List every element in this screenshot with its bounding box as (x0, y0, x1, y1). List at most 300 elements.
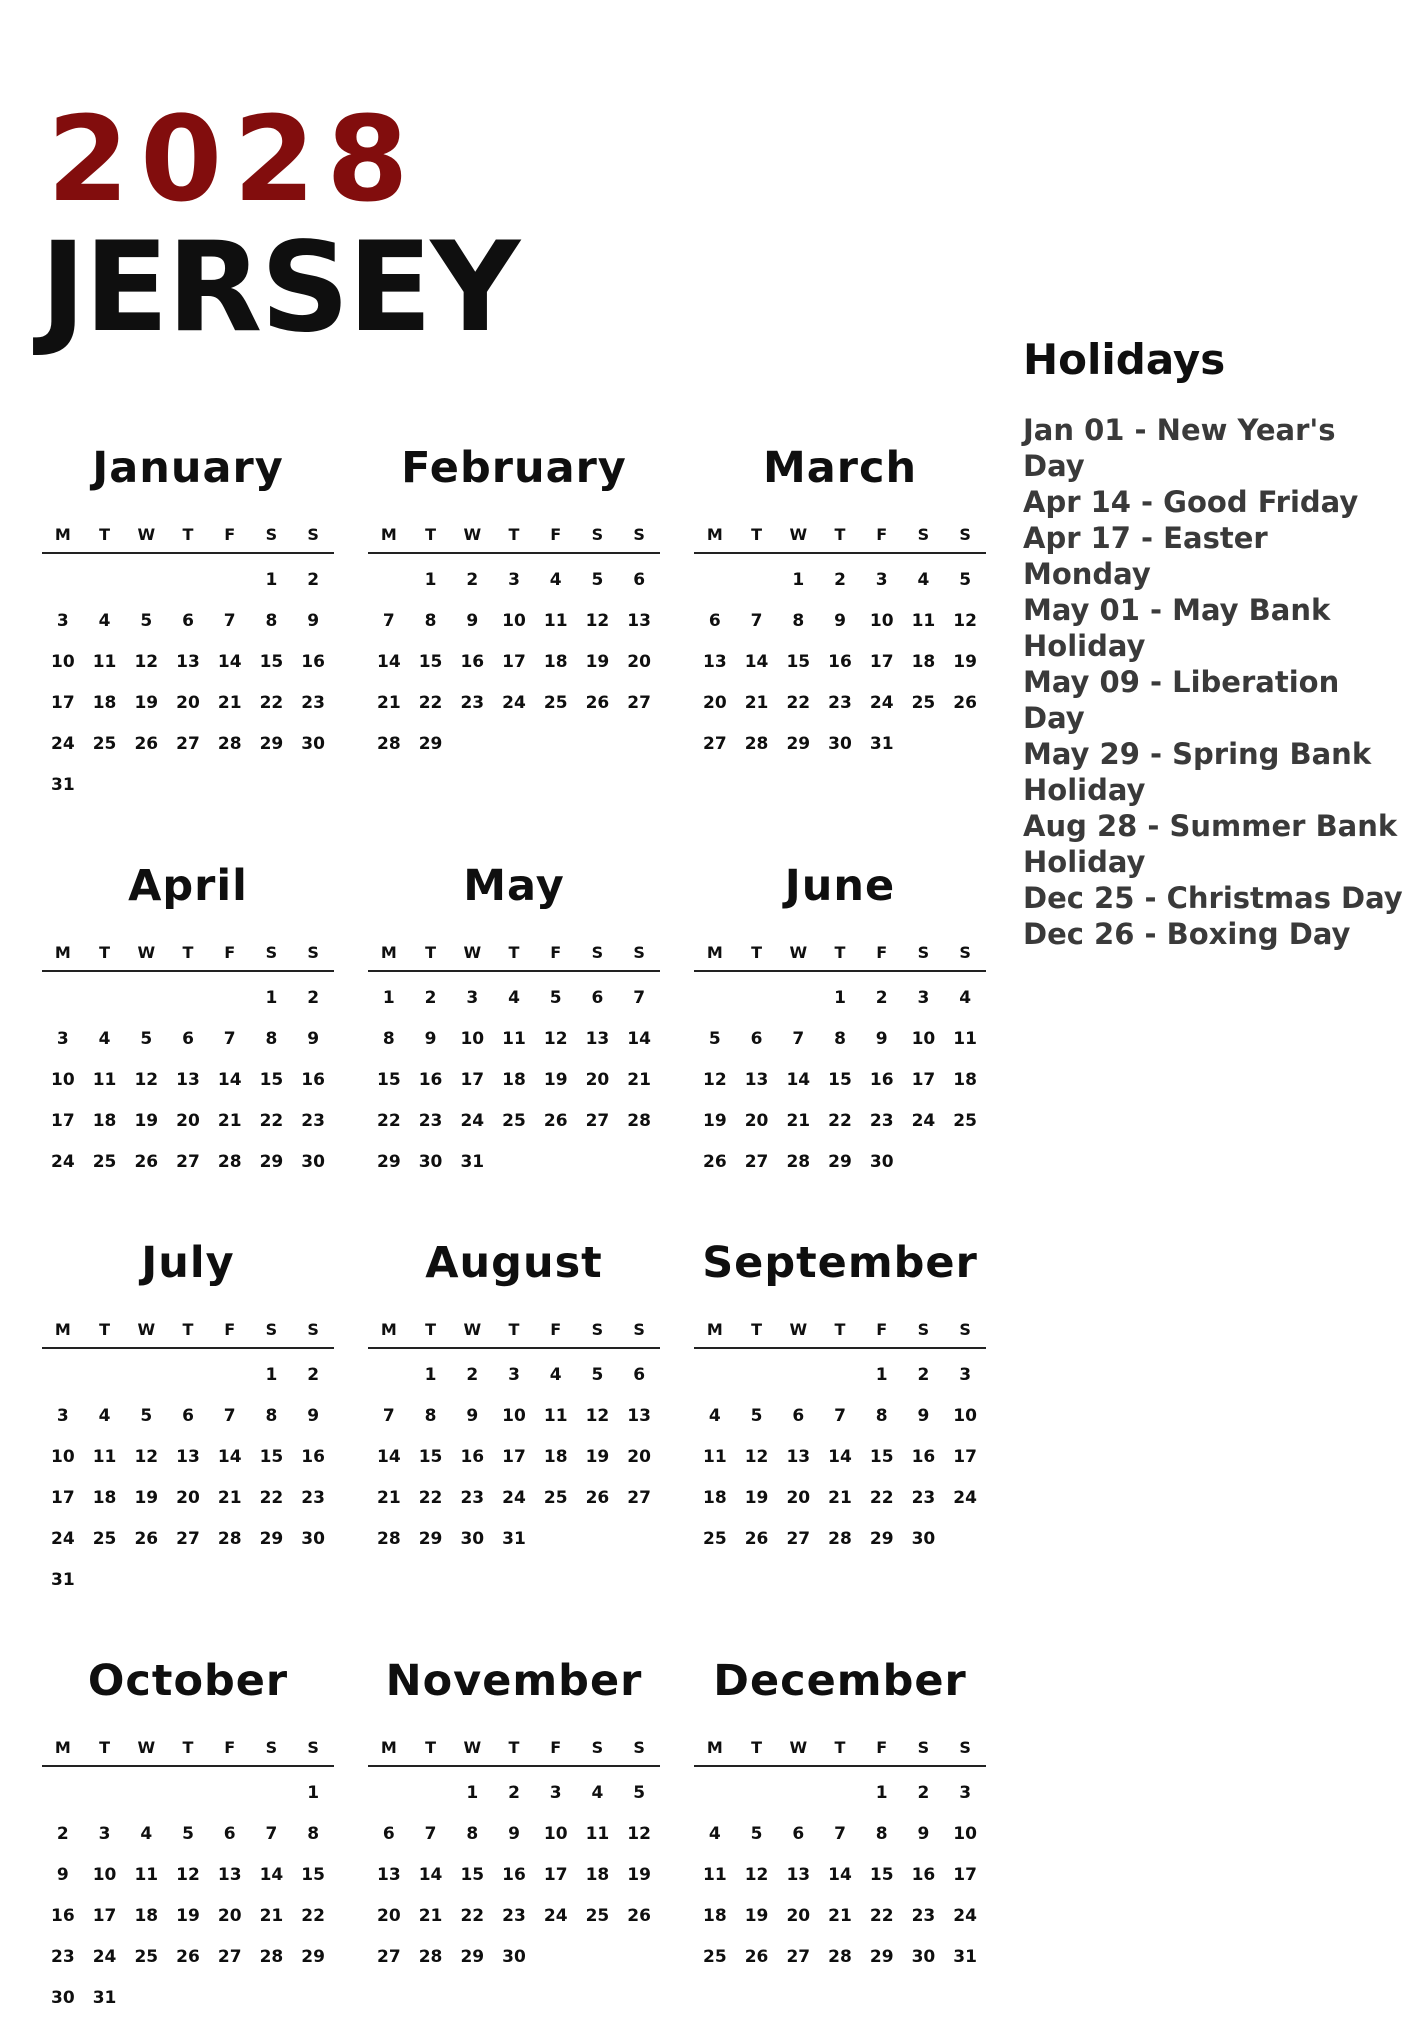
day-cell: 13 (217, 1865, 242, 1885)
day-cell: 16 (869, 1070, 894, 1090)
day-cell: 3 (466, 988, 479, 1008)
weekday-label: M (706, 525, 723, 544)
day-cell: 22 (828, 1111, 852, 1131)
day-cell: 5 (750, 1406, 763, 1426)
day-cell: 28 (786, 1152, 811, 1172)
day-cell: 1 (424, 570, 437, 590)
empty-day-cell (736, 560, 778, 601)
day-cell: 20 (703, 693, 727, 713)
week-row (368, 724, 660, 765)
weekday-label: S (591, 943, 604, 962)
day-cell: 18 (92, 1111, 117, 1131)
empty-day-cell (42, 560, 84, 601)
day-cell: 11 (502, 1029, 526, 1049)
day-cell: 17 (502, 652, 526, 672)
weekday-label: M (54, 943, 71, 962)
week-row (368, 1101, 660, 1142)
day-cell: 31 (953, 1947, 977, 1967)
weekday-label: T (834, 1320, 846, 1339)
empty-day-cell (535, 724, 577, 765)
day-cell: 10 (543, 1824, 568, 1844)
day-cell: 5 (140, 1029, 153, 1049)
empty-day-cell (209, 1355, 251, 1396)
day-cell: 22 (869, 1488, 894, 1508)
empty-day-cell (618, 1142, 660, 1183)
week-row (368, 683, 660, 724)
week-row (694, 1773, 986, 1814)
weekday-label: S (307, 525, 319, 544)
day-cell: 28 (217, 734, 242, 754)
month-september (694, 1235, 986, 1601)
weekday-label: S (959, 943, 971, 962)
day-cell: 13 (377, 1865, 401, 1885)
day-cell: 7 (424, 1824, 437, 1844)
weekday-label: F (550, 525, 562, 544)
day-cell: 29 (418, 734, 443, 754)
day-cell: 2 (466, 1365, 479, 1385)
weekday-label: F (224, 1738, 236, 1757)
calendar-region-title: JERSEY (40, 216, 519, 360)
weekday-label: S (591, 525, 604, 544)
day-cell: 16 (460, 652, 485, 672)
empty-day-cell (167, 1560, 209, 1601)
day-cell: 2 (508, 1783, 520, 1803)
day-cell: 20 (176, 1488, 200, 1508)
week-row (42, 1060, 334, 1101)
day-cell: 6 (633, 570, 646, 590)
day-cell: 3 (917, 988, 930, 1008)
weekday-header (368, 518, 660, 554)
day-cell: 14 (627, 1029, 651, 1049)
day-cell: 23 (911, 1488, 936, 1508)
day-cell: 16 (301, 1447, 325, 1467)
month-name: June (784, 861, 896, 911)
empty-day-cell (84, 978, 126, 1019)
weekday-label: T (425, 1738, 437, 1757)
day-cell: 15 (377, 1070, 401, 1090)
day-cell: 29 (259, 1529, 284, 1549)
day-cell: 28 (627, 1111, 651, 1131)
weekday-label: F (876, 525, 888, 544)
day-cell: 31 (51, 775, 75, 795)
day-cell: 11 (92, 652, 117, 672)
day-cell: 11 (703, 1447, 727, 1467)
empty-day-cell (209, 978, 251, 1019)
weekday-label: M (54, 1320, 71, 1339)
week-row (42, 724, 334, 765)
weekday-label: T (751, 1320, 763, 1339)
week-row (42, 1478, 334, 1519)
day-cell: 20 (786, 1488, 811, 1508)
day-cell: 26 (744, 1529, 769, 1549)
day-cell: 10 (92, 1865, 117, 1885)
weekday-header (42, 1731, 334, 1767)
weekday-label: F (876, 943, 888, 962)
day-cell: 4 (959, 988, 972, 1008)
weekday-label: W (789, 943, 808, 962)
week-row (694, 978, 986, 1019)
day-cell: 22 (418, 1488, 443, 1508)
day-cell: 9 (917, 1406, 930, 1426)
weekday-label: T (508, 1320, 520, 1339)
day-cell: 29 (869, 1529, 894, 1549)
week-row (42, 1773, 334, 1814)
day-cell: 30 (828, 734, 852, 754)
weekday-label: W (137, 525, 156, 544)
day-cell: 17 (911, 1070, 936, 1090)
empty-day-cell (84, 1773, 126, 1814)
day-cell: 4 (708, 1406, 721, 1426)
day-cell: 12 (134, 1070, 159, 1090)
month-name: July (141, 1238, 235, 1288)
weekday-label: S (959, 1738, 971, 1757)
day-cell: 28 (377, 734, 401, 754)
day-cell: 27 (176, 734, 200, 754)
weekday-label: S (917, 943, 930, 962)
week-row (42, 1437, 334, 1478)
day-cell: 15 (418, 652, 443, 672)
weekday-label: S (917, 1320, 930, 1339)
empty-day-cell (451, 724, 493, 765)
empty-day-cell (694, 978, 736, 1019)
day-cell: 3 (549, 1783, 562, 1803)
day-cell: 10 (460, 1029, 485, 1049)
day-cell: 6 (792, 1824, 805, 1844)
week-row (42, 642, 334, 683)
empty-day-cell (209, 1773, 251, 1814)
day-cell: 26 (585, 1488, 610, 1508)
day-cell: 6 (182, 611, 194, 631)
day-cell: 4 (98, 1406, 111, 1426)
day-cell: 14 (744, 652, 769, 672)
empty-day-cell (251, 1560, 293, 1601)
week-row (42, 1101, 334, 1142)
empty-day-cell (42, 978, 84, 1019)
month-name: January (92, 443, 284, 493)
day-cell: 7 (633, 988, 646, 1008)
day-cell: 21 (828, 1906, 852, 1926)
day-cell: 6 (223, 1824, 236, 1844)
day-cell: 11 (543, 611, 568, 631)
day-cell: 27 (176, 1529, 200, 1549)
weekday-header (694, 1313, 986, 1349)
weekday-label: W (137, 943, 156, 962)
week-row (694, 1396, 986, 1437)
week-row (368, 1437, 660, 1478)
day-cell: 14 (217, 1070, 242, 1090)
weekday-label: T (751, 1738, 763, 1757)
day-cell: 23 (301, 1111, 325, 1131)
day-cell: 4 (508, 988, 520, 1008)
holiday-item: May 01 - May Bank Holiday (1023, 593, 1331, 663)
day-cell: 13 (744, 1070, 769, 1090)
day-cell: 25 (543, 693, 568, 713)
day-cell: 18 (502, 1070, 526, 1090)
day-cell: 2 (917, 1783, 930, 1803)
day-cell: 16 (502, 1865, 526, 1885)
empty-day-cell (209, 765, 251, 806)
weekday-label: T (425, 1320, 437, 1339)
week-row (42, 978, 334, 1019)
empty-day-cell (209, 560, 251, 601)
empty-day-cell (251, 1978, 293, 2019)
day-cell: 14 (377, 1447, 401, 1467)
day-cell: 8 (875, 1406, 888, 1426)
weekday-label: S (633, 1738, 645, 1757)
day-cell: 25 (134, 1947, 159, 1967)
weekday-label: S (307, 1320, 319, 1339)
month-november (368, 1653, 660, 2019)
day-cell: 9 (875, 1029, 888, 1049)
day-cell: 2 (424, 988, 437, 1008)
day-cell: 20 (377, 1906, 401, 1926)
empty-day-cell (84, 765, 126, 806)
day-cell: 17 (51, 1111, 75, 1131)
day-cell: 8 (466, 1824, 479, 1844)
day-cell: 18 (543, 652, 568, 672)
week-row (42, 1142, 334, 1183)
day-cell: 25 (543, 1488, 568, 1508)
month-march (694, 440, 986, 806)
day-cell: 14 (259, 1865, 284, 1885)
calendar-year: 2028 (47, 90, 420, 228)
day-cell: 9 (424, 1029, 437, 1049)
day-cell: 5 (959, 570, 972, 590)
empty-day-cell (410, 1773, 452, 1814)
day-cell: 18 (92, 1488, 117, 1508)
empty-day-cell (125, 1978, 167, 2019)
empty-day-cell (694, 1773, 736, 1814)
day-cell: 12 (744, 1865, 769, 1885)
weekday-label: T (508, 1738, 520, 1757)
week-row (42, 1937, 334, 1978)
day-cell: 15 (786, 652, 811, 672)
day-cell: 17 (51, 693, 75, 713)
holiday-item: Dec 25 - Christmas Day (1023, 881, 1403, 915)
day-cell: 23 (51, 1947, 75, 1967)
day-cell: 13 (585, 1029, 610, 1049)
day-cell: 25 (703, 1947, 727, 1967)
empty-day-cell (577, 1937, 619, 1978)
day-cell: 6 (708, 611, 721, 631)
month-may (368, 858, 660, 1183)
holidays-list (1023, 412, 1403, 952)
day-cell: 20 (786, 1906, 811, 1926)
day-cell: 13 (703, 652, 727, 672)
day-cell: 6 (750, 1029, 763, 1049)
empty-day-cell (292, 765, 334, 806)
day-cell: 21 (377, 1488, 401, 1508)
day-cell: 3 (508, 570, 520, 590)
day-cell: 14 (217, 1447, 242, 1467)
day-cell: 13 (176, 1447, 200, 1467)
empty-day-cell (84, 1560, 126, 1601)
day-cell: 10 (51, 652, 75, 672)
day-cell: 23 (301, 1488, 325, 1508)
empty-day-cell (84, 560, 126, 601)
empty-day-cell (209, 1560, 251, 1601)
day-cell: 13 (176, 1070, 200, 1090)
empty-day-cell (903, 1142, 945, 1183)
month-august (368, 1235, 660, 1601)
day-cell: 22 (377, 1111, 401, 1131)
empty-day-cell (251, 765, 293, 806)
day-cell: 24 (51, 1529, 75, 1549)
day-cell: 18 (92, 693, 117, 713)
week-row (42, 1855, 334, 1896)
day-cell: 2 (834, 570, 846, 590)
day-cell: 8 (265, 1406, 278, 1426)
week-row (368, 1814, 660, 1855)
weekday-label: F (550, 1320, 562, 1339)
day-cell: 12 (134, 1447, 159, 1467)
day-cell: 28 (217, 1152, 242, 1172)
day-cell: 28 (828, 1529, 852, 1549)
day-cell: 27 (627, 693, 651, 713)
day-cell: 16 (51, 1906, 75, 1926)
empty-day-cell (125, 560, 167, 601)
weekday-label: F (550, 943, 562, 962)
weekday-label: S (633, 943, 645, 962)
empty-day-cell (368, 560, 410, 601)
day-cell: 6 (591, 988, 604, 1008)
day-cell: 8 (424, 611, 437, 631)
day-cell: 12 (585, 611, 610, 631)
day-cell: 19 (744, 1906, 769, 1926)
day-cell: 29 (418, 1529, 443, 1549)
day-cell: 8 (265, 611, 278, 631)
week-row (368, 1855, 660, 1896)
day-cell: 19 (627, 1865, 651, 1885)
day-cell: 7 (750, 611, 763, 631)
weekday-label: M (380, 525, 397, 544)
day-cell: 21 (217, 1488, 242, 1508)
week-row (694, 601, 986, 642)
day-cell: 17 (953, 1447, 977, 1467)
day-cell: 11 (911, 611, 936, 631)
day-cell: 23 (460, 1488, 485, 1508)
weekday-label: M (706, 1738, 723, 1757)
day-cell: 4 (549, 570, 562, 590)
weekday-label: M (706, 943, 723, 962)
day-cell: 29 (259, 1152, 284, 1172)
day-cell: 2 (875, 988, 888, 1008)
day-cell: 28 (259, 1947, 284, 1967)
weekday-label: T (182, 943, 194, 962)
day-cell: 3 (508, 1365, 520, 1385)
day-cell: 6 (792, 1406, 805, 1426)
holiday-item: Apr 14 - Good Friday (1023, 485, 1359, 519)
week-row (42, 765, 334, 806)
day-cell: 12 (953, 611, 977, 631)
day-cell: 11 (703, 1865, 727, 1885)
day-cell: 23 (911, 1906, 936, 1926)
day-cell: 23 (460, 693, 485, 713)
day-cell: 6 (182, 1029, 194, 1049)
day-cell: 29 (377, 1152, 401, 1172)
day-cell: 26 (134, 1529, 159, 1549)
month-february (368, 440, 660, 806)
day-cell: 9 (466, 611, 479, 631)
day-cell: 28 (377, 1529, 401, 1549)
empty-day-cell (903, 724, 945, 765)
weekday-label: T (99, 1320, 111, 1339)
day-cell: 11 (585, 1824, 610, 1844)
day-cell: 4 (708, 1824, 721, 1844)
day-cell: 10 (51, 1070, 75, 1090)
weekday-label: T (99, 525, 111, 544)
month-name: March (762, 443, 918, 493)
week-row (42, 1560, 334, 1601)
day-cell: 17 (953, 1865, 977, 1885)
day-cell: 7 (792, 1029, 805, 1049)
day-cell: 15 (828, 1070, 852, 1090)
day-cell: 1 (466, 1783, 479, 1803)
day-cell: 12 (744, 1447, 769, 1467)
weekday-label: F (224, 525, 236, 544)
day-cell: 3 (875, 570, 888, 590)
day-cell: 22 (418, 693, 443, 713)
day-cell: 30 (51, 1988, 75, 2008)
day-cell: 17 (51, 1488, 75, 1508)
week-row (42, 1978, 334, 2019)
day-cell: 17 (502, 1447, 526, 1467)
day-cell: 21 (744, 693, 769, 713)
day-cell: 13 (627, 611, 651, 631)
weekday-label: W (137, 1738, 156, 1757)
empty-day-cell (493, 1142, 535, 1183)
month-name: December (713, 1656, 967, 1706)
day-cell: 30 (418, 1152, 443, 1172)
day-cell: 31 (460, 1152, 485, 1172)
month-july (42, 1235, 334, 1601)
weekday-label: T (99, 1738, 111, 1757)
day-cell: 5 (591, 570, 604, 590)
weekday-label: S (959, 1320, 971, 1339)
day-cell: 15 (460, 1865, 485, 1885)
week-row (694, 642, 986, 683)
day-cell: 11 (92, 1070, 117, 1090)
empty-day-cell (535, 1937, 577, 1978)
weekday-label: F (224, 1320, 236, 1339)
weekday-label: F (224, 943, 236, 962)
day-cell: 1 (265, 570, 278, 590)
day-cell: 9 (56, 1865, 69, 1885)
weekday-label: W (463, 943, 482, 962)
day-cell: 7 (834, 1406, 846, 1426)
day-cell: 25 (92, 1529, 117, 1549)
month-name: September (702, 1238, 978, 1288)
day-cell: 27 (377, 1947, 401, 1967)
day-cell: 19 (134, 693, 159, 713)
day-cell: 15 (301, 1865, 325, 1885)
day-cell: 19 (585, 1447, 610, 1467)
empty-day-cell (944, 1519, 986, 1560)
day-cell: 10 (869, 611, 894, 631)
day-cell: 9 (508, 1824, 520, 1844)
weekday-header (694, 936, 986, 972)
weekday-label: T (834, 943, 846, 962)
day-cell: 8 (265, 1029, 278, 1049)
empty-day-cell (368, 1773, 410, 1814)
month-name: October (87, 1656, 289, 1706)
day-cell: 6 (182, 1406, 194, 1426)
day-cell: 25 (585, 1906, 610, 1926)
day-cell: 29 (869, 1947, 894, 1967)
day-cell: 5 (633, 1783, 646, 1803)
day-cell: 7 (223, 611, 236, 631)
holidays-title: Holidays (1023, 335, 1226, 384)
